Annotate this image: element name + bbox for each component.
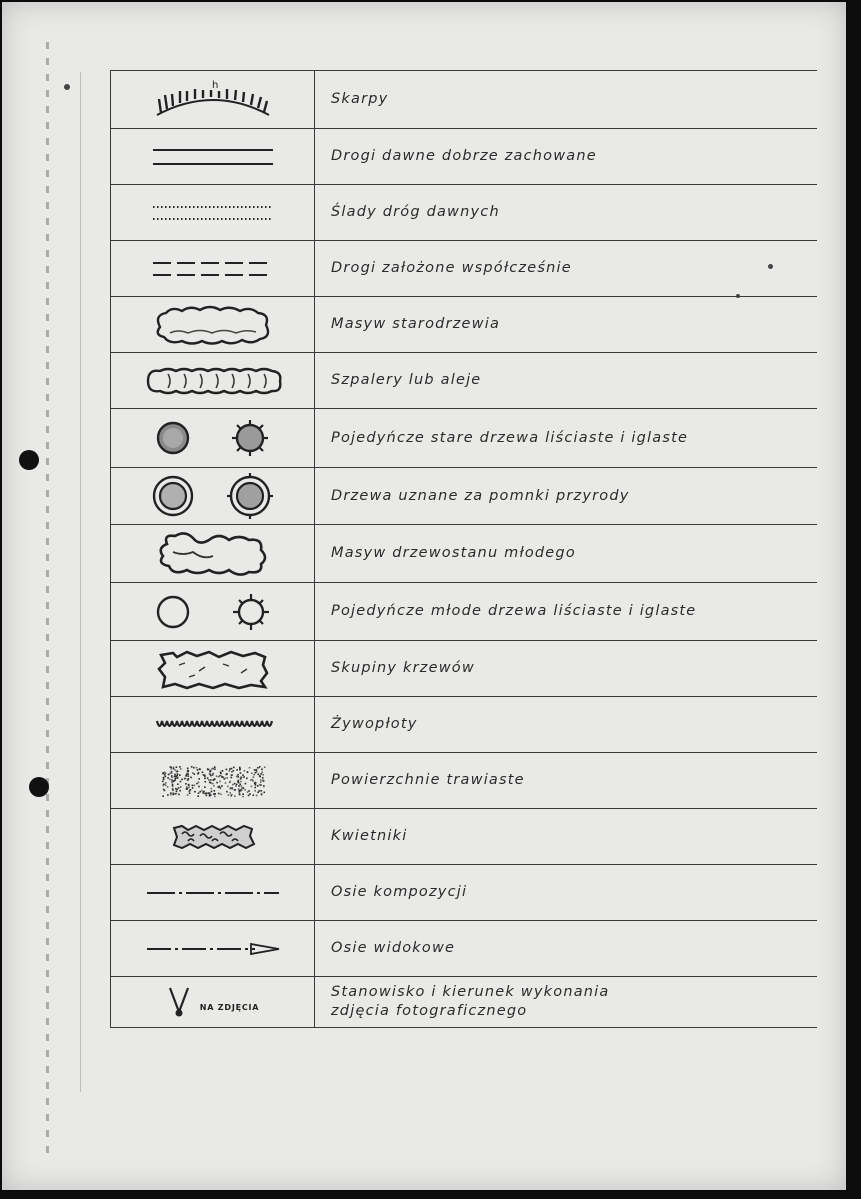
map-legend-table [110, 70, 817, 1028]
legend-row-modern-roads [111, 240, 817, 296]
cloud-mass-symbol [111, 297, 315, 352]
skarpy-letter: h [211, 79, 218, 91]
v-arrow-icon [166, 984, 196, 1020]
legend-label: Osie widokowe [331, 940, 456, 956]
legend-row-flowerbeds [111, 808, 817, 864]
legend-label: Żywopłoty [331, 716, 418, 732]
legend-label: Drogi dawne dobrze zachowane [331, 148, 597, 164]
legend-label: Masyw drzewostanu młodego [331, 545, 576, 561]
legend-label: Pojedyńcze młode drzewa liściaste i iglaste [331, 603, 697, 619]
v-mark-symbol [111, 977, 315, 1027]
legend-row-view-axes [111, 920, 817, 976]
linked-circles-row-symbol [111, 353, 315, 408]
legend-row-single-young-trees [111, 582, 817, 640]
legend-row-skarpy [111, 70, 817, 128]
legend-label-line2: zdjęcia fotograficznego [331, 1003, 528, 1019]
dash-dot-line-symbol [111, 865, 315, 920]
legend-row-composition-axes [111, 864, 817, 920]
legend-label: Drzewa uznane za pomnki przyrody [331, 487, 630, 504]
v-mark-label: NA ZDJĘCIA [199, 1002, 260, 1012]
double-circles-symbol [111, 468, 315, 524]
flowerbed-symbol [111, 809, 315, 864]
empty-circle-and-star-circle-symbol [111, 583, 315, 640]
shrub-outline-symbol [111, 641, 315, 696]
dashed-lines-symbol [111, 241, 315, 296]
dotted-rectangle-symbol [111, 753, 315, 808]
legend-label: Powierzchnie trawiaste [331, 772, 525, 788]
dotted-lines-symbol [111, 185, 315, 240]
legend-row-shrub-groups [111, 640, 817, 696]
legend-row-avenues [111, 352, 817, 408]
legend-label: Skupiny krzewów [331, 660, 475, 676]
legend-row-single-old-trees [111, 408, 817, 467]
legend-row-grass-areas [111, 752, 817, 808]
legend-label: Masyw starodrzewia [331, 316, 501, 332]
double-solid-lines-symbol [111, 129, 315, 184]
legend-label: Ślady dróg dawnych [331, 204, 500, 220]
legend-row-old-roads [111, 128, 817, 184]
legend-row-young-stand [111, 524, 817, 582]
legend-row-photo-position [111, 976, 817, 1028]
legend-label: Drogi założone współcześnie [331, 260, 572, 276]
legend-label-line1: Stanowisko i kierunek wykonania [331, 984, 610, 1000]
legend-label: Osie kompozycji [331, 884, 468, 900]
legend-row-hedges [111, 696, 817, 752]
punch-hole [19, 450, 39, 470]
wavy-mass-symbol [111, 525, 315, 582]
filled-circle-and-spiked-circle-symbol [111, 409, 315, 467]
legend-label [331, 977, 807, 1027]
legend-label: Szpalery lub aleje [331, 372, 482, 388]
legend-row-old-road-traces [111, 184, 817, 240]
scan-speck [64, 84, 70, 90]
document-page [2, 2, 846, 1190]
wave-line-symbol [111, 697, 315, 752]
skarpy-symbol [111, 71, 315, 128]
legend-row-old-tree-mass [111, 296, 817, 352]
legend-label: Skarpy [331, 91, 389, 107]
punch-hole [29, 777, 49, 797]
legend-row-nature-monuments [111, 467, 817, 524]
legend-label: Pojedyńcze stare drzewa liściaste i iglaste [331, 429, 689, 446]
legend-label: Kwietniki [331, 828, 408, 844]
dash-dot-arrow-symbol [111, 921, 315, 976]
